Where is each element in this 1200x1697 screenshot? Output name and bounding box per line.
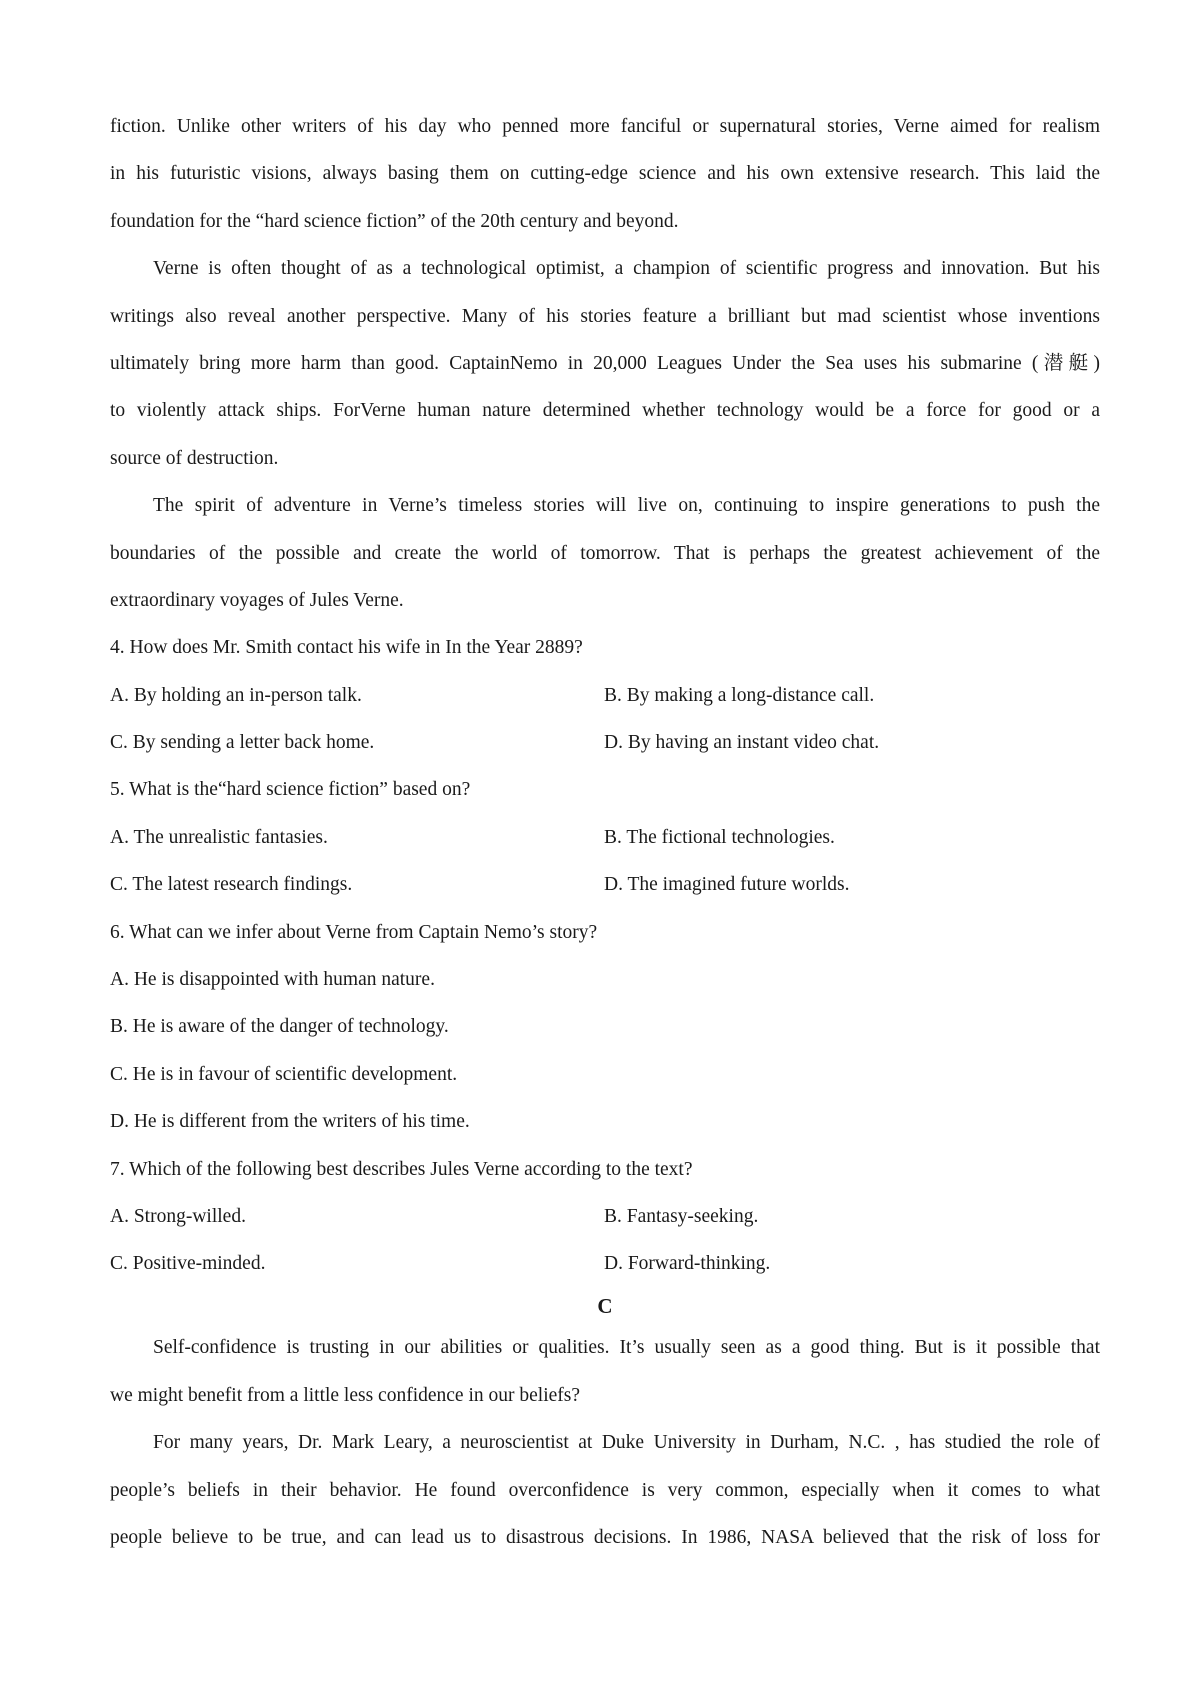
section-heading: C bbox=[597, 1294, 613, 1319]
text-line: The spirit of adventure in Verne’s timeless stories will live on, continuing to inspire generations to push the bbox=[153, 495, 1100, 517]
option-d: D. Forward-thinking. bbox=[604, 1253, 771, 1275]
question-stem: 7. Which of the following best describes Jules Verne according to the text? bbox=[110, 1158, 693, 1180]
question-stem: 5. What is the“hard science fiction” based on? bbox=[110, 779, 471, 801]
option-row bbox=[110, 1254, 1100, 1296]
text-line: fiction. Unlike other writers of his day who penned more fanciful or supernatural stories, Verne aimed for realism bbox=[110, 116, 1100, 137]
passage-paragraph bbox=[110, 1433, 1100, 1575]
question-7 bbox=[110, 1160, 1100, 1297]
exam-page bbox=[110, 117, 1100, 1575]
text-line: extraordinary voyages of Jules Verne. bbox=[110, 589, 404, 611]
passage-paragraph bbox=[110, 117, 1100, 259]
question-stem: 4. How does Mr. Smith contact his wife in In the Year 2889? bbox=[110, 637, 583, 659]
option-b: B. He is aware of the danger of technology. bbox=[110, 1016, 449, 1038]
option-d: D. By having an instant video chat. bbox=[604, 732, 880, 754]
text-line: we might benefit from a little less confidence in our beliefs? bbox=[110, 1384, 581, 1406]
option-c: C. By sending a letter back home. bbox=[110, 732, 375, 754]
option-row bbox=[110, 828, 1100, 875]
passage-paragraph bbox=[110, 259, 1100, 496]
option-row bbox=[110, 686, 1100, 733]
text-line: For many years, Dr. Mark Leary, a neuroscientist at Duke University in Durham, N.C. , has studied the role of bbox=[153, 1432, 1100, 1454]
option-c: C. The latest research findings. bbox=[110, 874, 353, 896]
option-b: B. Fantasy-seeking. bbox=[604, 1205, 759, 1227]
text-line: to violently attack ships. ForVerne human nature determined whether technology would be a force for good or a bbox=[110, 400, 1100, 422]
option-b: B. By making a long-distance call. bbox=[604, 684, 875, 706]
text-line: writings also reveal another perspective. Many of his stories feature a brilliant but mad scientist whose inventions bbox=[110, 305, 1100, 327]
text-line: people believe to be true, and can lead us to disastrous decisions. In 1986, NASA believed that the risk of loss for bbox=[110, 1526, 1100, 1548]
option-c: C. Positive-minded. bbox=[110, 1253, 266, 1275]
option-a: A. By holding an in-person talk. bbox=[110, 684, 362, 706]
text-line: ultimately bring more harm than good. CaptainNemo in 20,000 Leagues Under the Sea uses his submarine (潜艇) bbox=[110, 352, 1100, 374]
text-line: foundation for the “hard science fiction” of the 20th century and beyond. bbox=[110, 210, 679, 232]
option-a: A. The unrealistic fantasies. bbox=[110, 826, 328, 848]
text-line: boundaries of the possible and create the world of tomorrow. That is perhaps the greatest achievement of the bbox=[110, 542, 1100, 564]
passage-paragraph bbox=[110, 1338, 1100, 1433]
passage-paragraph bbox=[110, 496, 1100, 638]
option-d: D. The imagined future worlds. bbox=[604, 874, 850, 896]
text-line: Self-confidence is trusting in our abilities or qualities. It’s usually seen as a good thing. But is it possible that bbox=[153, 1337, 1100, 1359]
text-line: people’s beliefs in their behavior. He found overconfidence is very common, especially when it comes to what bbox=[110, 1479, 1100, 1501]
option-row bbox=[110, 733, 1100, 780]
question-stem: 6. What can we infer about Verne from Captain Nemo’s story? bbox=[110, 921, 598, 943]
option-row bbox=[110, 875, 1100, 922]
option-a: A. He is disappointed with human nature. bbox=[110, 969, 435, 991]
text-line: source of destruction. bbox=[110, 447, 279, 469]
question-6 bbox=[110, 923, 1100, 1160]
question-5 bbox=[110, 780, 1100, 922]
question-4 bbox=[110, 638, 1100, 780]
option-a: A. Strong-willed. bbox=[110, 1205, 246, 1227]
option-c: C. He is in favour of scientific development. bbox=[110, 1063, 458, 1085]
option-b: B. The fictional technologies. bbox=[604, 826, 835, 848]
option-d: D. He is different from the writers of his time. bbox=[110, 1111, 470, 1133]
text-line: in his futuristic visions, always basing them on cutting-edge science and his own extensive research. This laid the bbox=[110, 163, 1100, 185]
text-line: Verne is often thought of as a technological optimist, a champion of scientific progress and innovation. But his bbox=[153, 258, 1100, 280]
option-row bbox=[110, 1207, 1100, 1254]
